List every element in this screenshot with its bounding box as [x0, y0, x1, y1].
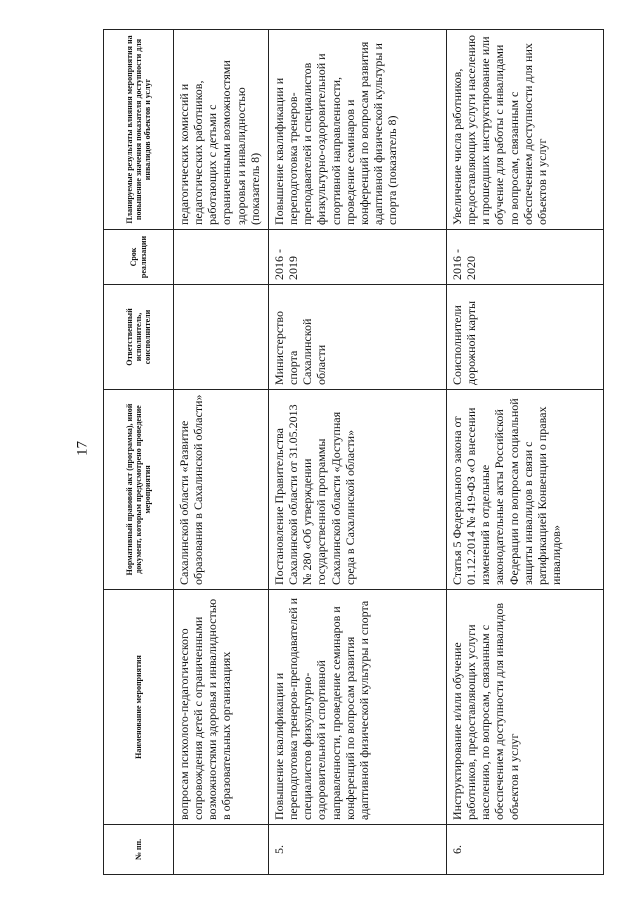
header-result: Планируемые результаты влияния мероприятия на повышение значения показателя доступности для инвалидов объектов и услуг	[104, 30, 174, 230]
header-act: Нормативный правовой акт (программа), иной документ, которым предусмотрено проведение мероприятия	[104, 390, 174, 590]
term: 2016 - 2020	[447, 230, 604, 285]
responsible: Министерство спорта Сахалинской области	[269, 285, 447, 390]
term	[174, 230, 269, 285]
header-num: № пп.	[104, 825, 174, 875]
table-header-row	[104, 30, 174, 875]
accessibility-measures-table	[103, 29, 604, 875]
page-number: 17	[74, 441, 91, 456]
table-row	[174, 30, 269, 875]
header-term: Срок реализации	[104, 230, 174, 285]
measure-name: Повышение квалификации и переподготовка тренеров-преподавателей и специалистов физкультурно-оздоровительной и спортивной направленности, проведение семинаров и конференций по вопросам развития адаптивной физической культуры и спорта	[269, 590, 447, 825]
table-row	[447, 30, 604, 875]
legal-act: Постановление Правительства Сахалинской области от 31.05.2013 № 280 «Об утверждении государственной программы Сахалинской области «Доступная среда в Сахалинской области»	[269, 390, 447, 590]
legal-act: Сахалинской области «Развитие образования в Сахалинской области»	[174, 390, 269, 590]
header-name: Наименование мероприятия	[104, 590, 174, 825]
table-row	[269, 30, 447, 875]
row-number: 5.	[269, 825, 447, 875]
measure-name: вопросам психолого-педагогического сопровождения детей с ограниченными возможностями здоровья и инвалидностью в образовательных организациях	[174, 590, 269, 825]
rotated-page	[103, 30, 603, 875]
legal-act: Статья 5 Федерального закона от 01.12.2014 № 419-ФЗ «О внесении изменений в отдельные законодательные акты Российской Федерации по вопросам социальной защиты инвалидов в связи с ратификацией Конвенции о правах инвалидов»	[447, 390, 604, 590]
header-responsible: Ответственный исполнитель, соисполнители	[104, 285, 174, 390]
term: 2016 - 2019	[269, 230, 447, 285]
measure-name: Инструктирование и/или обучение работников, предоставляющих услуги населению, по вопросам, связанным с обеспечением доступности для инвалидов объектов и услуг	[447, 590, 604, 825]
planned-result: Повышение квалификации и переподготовка тренеров-преподавателей и специалистов физкультурно-оздоровительной и спортивной направленности, проведение семинаров и конференций по вопросам развития адаптивной физической культуры и спорта (показатель 8)	[269, 30, 447, 230]
row-number: 6.	[447, 825, 604, 875]
planned-result: педагогических комиссий и педагогических работников, работающих с детьми с ограниченными возможностями здоровья и инвалидностью (показатель 8)	[174, 30, 269, 230]
responsible	[174, 285, 269, 390]
responsible: Соисполнители дорожной карты	[447, 285, 604, 390]
planned-result: Увеличение числа работников, предоставляющих услуги населению и прошедших инструктирование или обучение для работы с инвалидами по вопросам, связанным с обеспечением доступности для них объектов и услуг	[447, 30, 604, 230]
row-number	[174, 825, 269, 875]
